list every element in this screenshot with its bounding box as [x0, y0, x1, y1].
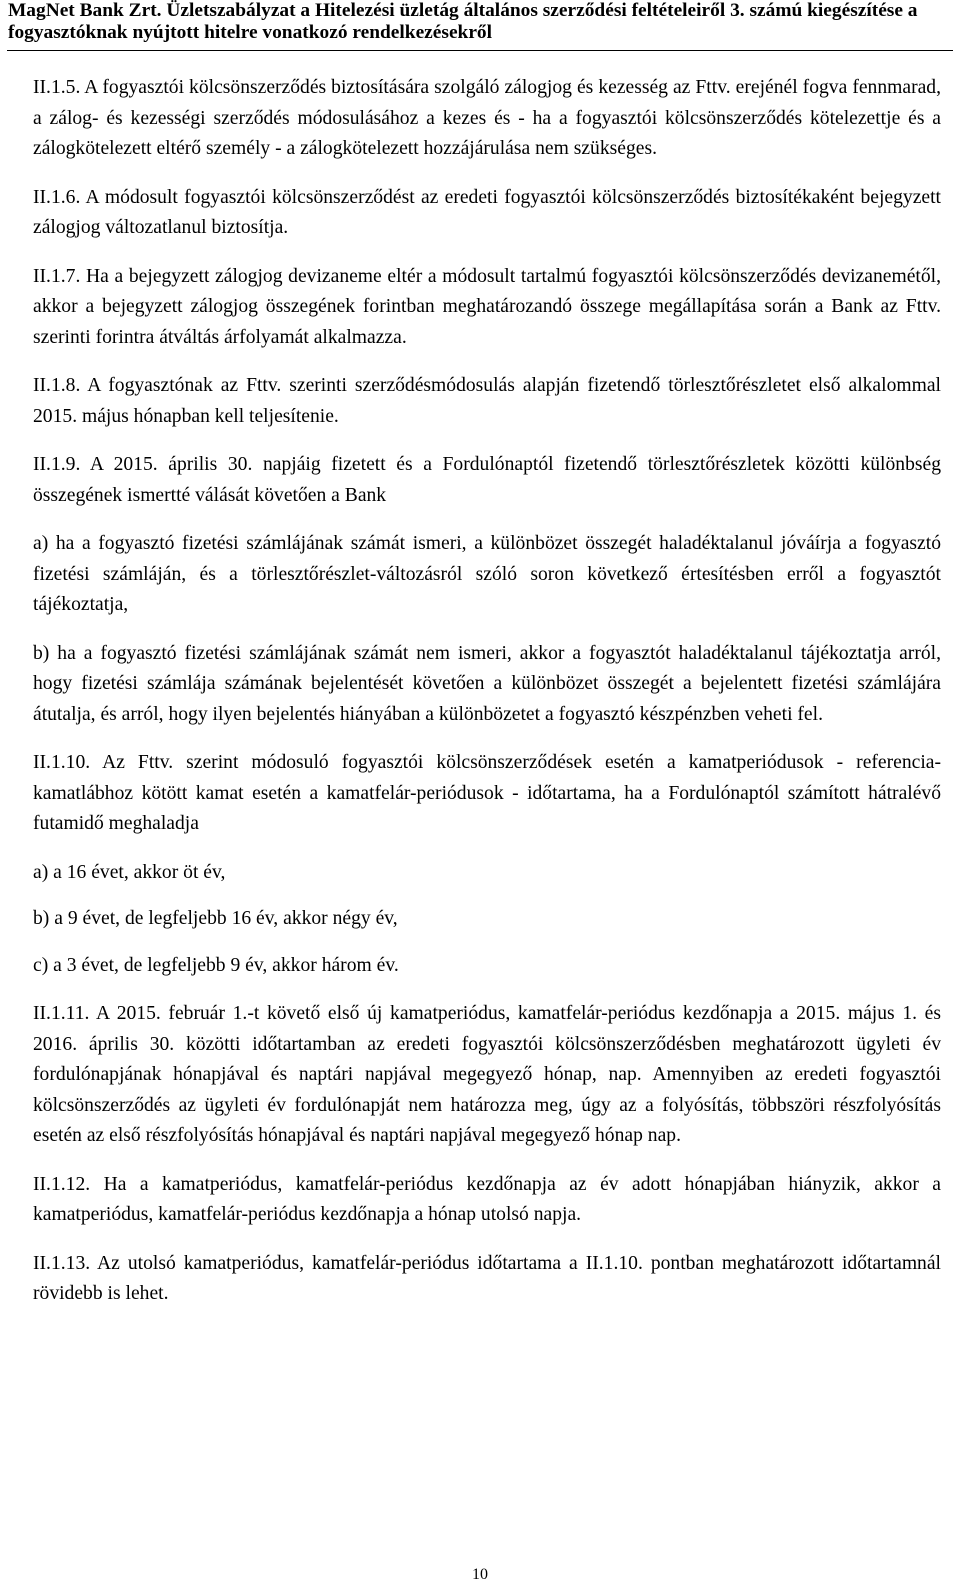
paragraph-ii-1-11: II.1.11. A 2015. február 1.-t követő első új kamatperiódus, kamatfelár-periódus kezdőnapja a 2015. május 1. és 2016. április 30. közötti időtartamban az eredeti fogyasztói kölcsönszerződésben meghatározott ügyleti év fordulónapjának hónapjával és naptári napjával megegyező hónap, nap. Amennyiben az eredeti fogyasztói kölcsönszerződés az ügyleti év fordulónapját nem határozza meg, úgy az a folyósítás, többszöri részfolyósítás esetén az első részfolyósítás hónapjával és naptári napjával megegyező hónap nap. [33, 1003, 941, 1146]
paragraph-ii-1-10-c: c) a 3 évet, de legfeljebb 9 év, akkor három év. [33, 954, 399, 976]
paragraph-ii-1-9-b: b) ha a fogyasztó fizetési számlájának számát nem ismeri, akkor a fogyasztót haladéktalanul tájékoztatja arról, hogy fizetési számlája számának bejelentését követően a különbözet összegét a bejelentett fizetési számlájára átutalja, és arról, hogy ilyen bejelentés hiányában a különbözetet a fogyasztó készpénzben veheti fel. [33, 642, 941, 725]
header-line-2: fogyasztóknak nyújtott hitelre vonatkozó rendelkezésekről [8, 22, 493, 43]
paragraph-ii-1-10: II.1.10. Az Fttv. szerint módosuló fogyasztói kölcsönszerződések esetén a kamatperiódusok - referencia-kamatlábhoz kötött kamat esetén a kamatfelár-periódusok - időtartama, ha a Fordulónaptól számított hátralévő futamidő meghaladja [33, 752, 941, 834]
document-body [33, 73, 941, 1328]
paragraph-ii-1-13: II.1.13. Az utolsó kamatperiódus, kamatfelár-periódus időtartama a II.1.10. pontban meghatározott időtartamnál rövidebb is lehet. [33, 1252, 941, 1304]
page-header [8, 0, 952, 44]
paragraph-ii-1-9: II.1.9. A 2015. április 30. napjáig fizetett és a Fordulónaptól fizetendő törlesztőrészletek közötti különbség összegének ismertté válását követően a Bank [33, 454, 941, 506]
header-line-1: MagNet Bank Zrt. Üzletszabályzat a Hitelezési üzletág általános szerződési feltételeiről 3. számú kiegészítése a [8, 0, 918, 21]
page-number: 10 [472, 1566, 488, 1583]
paragraph-ii-1-5: II.1.5. A fogyasztói kölcsönszerződés biztosítására szolgáló zálogjog és kezesség az Fttv. erejénél fogva fennmarad, a zálog- és kezességi szerződés módosulásához a kezes és - ha a fogyasztói kölcsönszerződés kötelezettje és a zálogkötelezett eltérő személy - a zálogkötelezett hozzájárulása nem szükséges. [33, 77, 941, 159]
paragraph-ii-1-8: II.1.8. A fogyasztónak az Fttv. szerinti szerződésmódosulás alapján fizetendő törlesztőrészletet első alkalommal 2015. május hónapban kell teljesítenie. [33, 375, 941, 427]
paragraph-ii-1-6: II.1.6. A módosult fogyasztói kölcsönszerződést az eredeti fogyasztói kölcsönszerződés biztosítékaként bejegyzett zálogjog változatlanul biztosítja. [33, 186, 941, 238]
paragraph-ii-1-10-b: b) a 9 évet, de legfeljebb 16 év, akkor négy év, [33, 908, 398, 929]
paragraph-ii-1-10-a: a) a 16 évet, akkor öt év, [33, 861, 226, 883]
paragraph-ii-1-9-a: a) ha a fogyasztó fizetési számlájának számát ismeri, a különbözet összegét haladéktalanul jóváírja a fogyasztó fizetési számláján, és a törlesztőrészlet-változásról szóló soron következő értesítésben erről a fogyasztót tájékoztatja, [33, 533, 941, 615]
paragraph-ii-1-7: II.1.7. Ha a bejegyzett zálogjog devizaneme eltér a módosult tartalmú fogyasztói kölcsönszerződés devizanemétől, akkor a bejegyzett zálogjog összegének forintban meghatározandó összege megállapítása során a Bank az Fttv. szerinti forintra átváltás árfolyamát alkalmazza. [33, 265, 941, 348]
header-divider [7, 50, 953, 51]
paragraph-ii-1-12: II.1.12. Ha a kamatperiódus, kamatfelár-periódus kezdőnapja az év adott hónapjában hiányzik, akkor a kamatperiódus, kamatfelár-periódus kezdőnapja a hónap utolsó napja. [33, 1173, 941, 1225]
